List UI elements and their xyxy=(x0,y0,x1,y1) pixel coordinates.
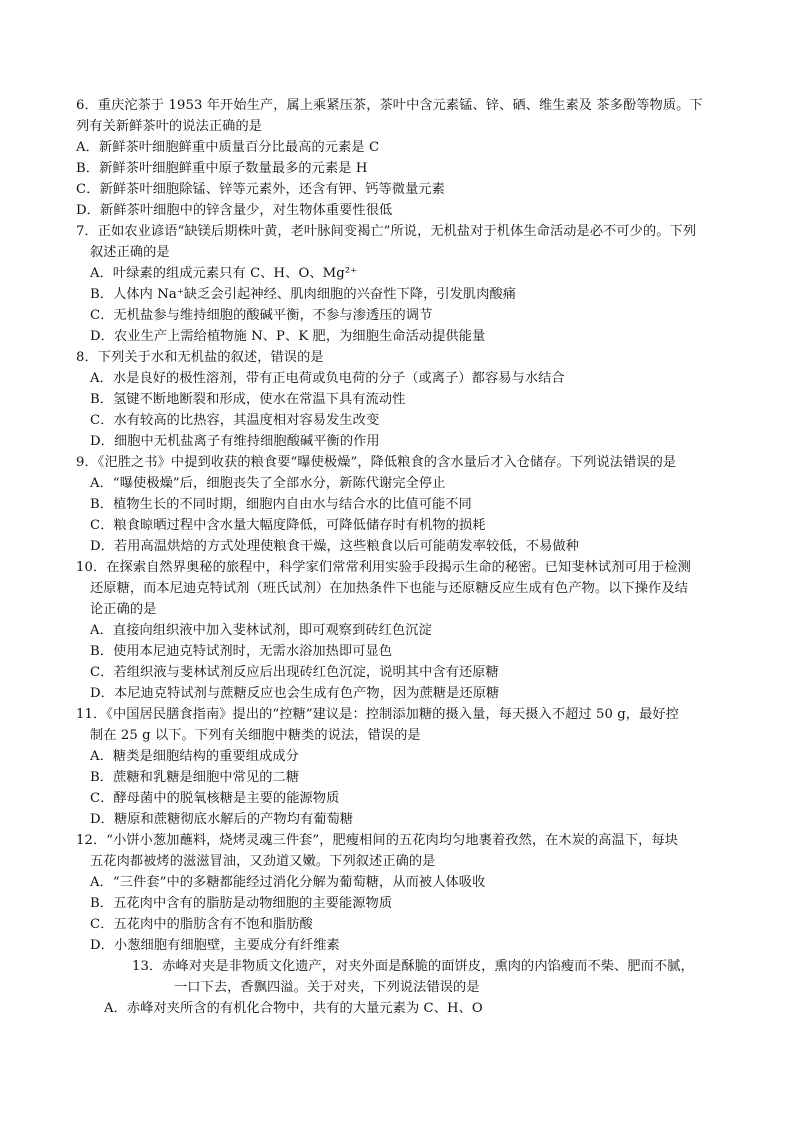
question-6-option-b: B．新鲜茶叶细胞鲜重中原子数量最多的元素是 H xyxy=(76,161,368,176)
question-8-option-c: C．水有较高的比热容，其温度相对容易发生改变 xyxy=(90,413,380,428)
question-10-stem-line-2: 还原糖，而本尼迪克特试剂（班氏试剂）在加热条件下也能与还原糖反应生成有色产物。以下操作及结 xyxy=(90,581,688,596)
question-11-option-b: B．蔗糖和乳糖是细胞中常见的二糖 xyxy=(90,770,300,785)
question-9-option-c: C．粮食晾晒过程中含水量大幅度降低，可降低储存时有机物的损耗 xyxy=(90,518,486,533)
question-7-option-b: B．人体内 Na⁺缺乏会引起神经、肌肉细胞的兴奋性下降，引发肌肉酸痛 xyxy=(90,287,517,302)
question-8-option-a: A．水是良好的极性溶剂，带有正电荷或负电荷的分子（或离子）都容易与水结合 xyxy=(90,371,565,386)
question-10-option-c: C．若组织液与斐林试剂反应后出现砖红色沉淀，说明其中含有还原糖 xyxy=(90,665,499,680)
question-13-option-a: A．赤峰对夹所含的有机化合物中，共有的大量元素为 C、H、O xyxy=(104,1001,483,1016)
question-11-option-c: C．酵母菌中的脱氧核糖是主要的能源物质 xyxy=(90,791,340,806)
question-6-stem-line-1: 6．重庆沱茶于 1953 年开始生产，属上乘紧压茶，茶叶中含元素锰、锌、硒、维生素及 茶多酚等物质。下 xyxy=(76,98,703,113)
question-11-option-a: A．糖类是细胞结构的重要组成成分 xyxy=(90,749,299,764)
question-9-option-a: A．“曝使极燥”后，细胞丧失了全部水分，新陈代谢完全停止 xyxy=(90,476,446,491)
question-7-option-d: D．农业生产上需给植物施 N、P、K 肥，为细胞生命活动提供能量 xyxy=(90,329,486,344)
question-10-stem-line-3: 论正确的是 xyxy=(90,602,157,617)
question-9-option-d: D．若用高温烘焙的方式处理使粮食干燥，这些粮食以后可能萌发率较低，不易做种 xyxy=(90,539,580,554)
question-8-option-d: D．细胞中无机盐离子有维持细胞酸碱平衡的作用 xyxy=(90,434,380,449)
question-12-stem-line-1: 12．“小饼小葱加蘸料，烧烤灵魂三件套”，肥瘦相间的五花肉均匀地裹着孜然，在木炭的高温下，每块 xyxy=(76,833,679,848)
question-8-option-b: B．氢键不断地断裂和形成，使水在常温下具有流动性 xyxy=(90,392,406,407)
question-6-stem-line-2: 列有关新鲜茶叶的说法正确的是 xyxy=(76,119,263,134)
question-6-option-d: D．新鲜茶叶细胞中的锌含量少，对生物体重要性很低 xyxy=(76,203,393,218)
question-13-stem-line-2: 一口下去，香飘四溢。关于对夹，下列说法错误的是 xyxy=(174,980,480,995)
question-7-stem-line-2: 叙述正确的是 xyxy=(90,245,170,260)
question-7-stem-line-1: 7．正如农业谚语“缺镁后期株叶黄，老叶脉间变褐亡”所说，无机盐对于机体生命活动是必不可少的。下列 xyxy=(76,224,697,239)
question-10-stem-line-1: 10．在探索自然界奥秘的旅程中，科学家们常常利用实验手段揭示生命的秘密。已知斐林试剂可用于检测 xyxy=(76,560,691,575)
question-6-option-c: C．新鲜茶叶细胞除锰、锌等元素外，还含有钾、钙等微量元素 xyxy=(76,182,445,197)
question-13-stem-line-1: 13．赤峰对夹是非物质文化遗产，对夹外面是酥脆的面饼皮，熏肉的内馅瘦而不柴、肥而不腻， xyxy=(132,959,694,974)
question-7-option-a: A．叶绿素的组成元素只有 C、H、O、Mg²⁺ xyxy=(90,266,358,281)
question-10-option-a: A．直接向组织液中加入斐林试剂，即可观察到砖红色沉淀 xyxy=(90,623,432,638)
question-8-stem: 8．下列关于水和无机盐的叙述，错误的是 xyxy=(76,350,324,365)
question-10-option-b: B．使用本尼迪克特试剂时，无需水浴加热即可显色 xyxy=(90,644,393,659)
question-12-option-d: D．小葱细胞有细胞壁，主要成分有纤维素 xyxy=(90,938,340,953)
question-7-option-c: C．无机盐参与维持细胞的酸碱平衡，不参与渗透压的调节 xyxy=(90,308,433,323)
question-12-option-c: C．五花肉中的脂肪含有不饱和脂肪酸 xyxy=(90,917,313,932)
question-12-option-b: B．五花肉中含有的脂肪是动物细胞的主要能源物质 xyxy=(90,896,393,911)
question-11-option-d: D．糖原和蔗糖彻底水解后的产物均有葡萄糖 xyxy=(90,812,354,827)
question-9-stem: 9．《汜胜之书》中提到收获的粮食要“曝使极燥”，降低粮食的含水量后才入仓储存。下列说法错误的是 xyxy=(76,455,677,470)
question-10-option-d: D．本尼迪克特试剂与蔗糖反应也会生成有色产物，因为蔗糖是还原糖 xyxy=(90,686,500,701)
question-11-stem-line-1: 11．《中国居民膳食指南》提出的“控糖”建议是：控制添加糖的摄入量，每天摄入不超过 50 g，最好控 xyxy=(76,707,679,722)
question-9-option-b: B．植物生长的不同时期，细胞内自由水与结合水的比值可能不同 xyxy=(90,497,472,512)
question-12-option-a: A．“三件套”中的多糖都能经过消化分解为葡萄糖，从而被人体吸收 xyxy=(90,875,486,890)
question-6-option-a: A．新鲜茶叶细胞鲜重中质量百分比最高的元素是 C xyxy=(76,140,380,155)
question-11-stem-line-2: 制在 25 g 以下。下列有关细胞中糖类的说法，错误的是 xyxy=(90,728,421,743)
question-12-stem-line-2: 五花肉都被烤的滋滋冒油，又劲道又嫩。下列叙述正确的是 xyxy=(90,854,436,869)
